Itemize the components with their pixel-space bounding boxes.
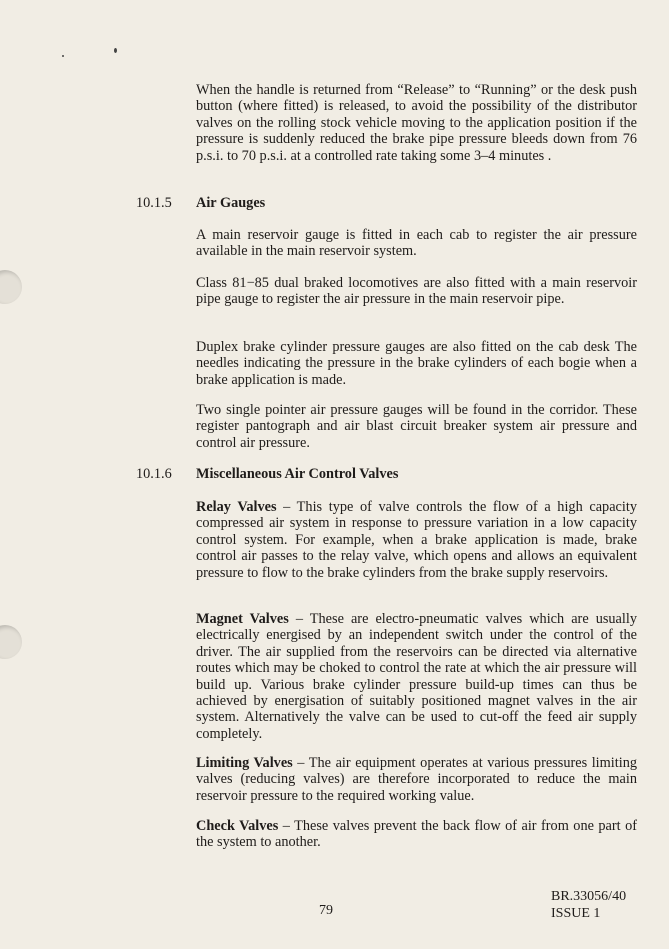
reference-code: BR.33056/40 [551,889,627,904]
section-title: Miscellaneous Air Control Valves [196,466,399,482]
valve-term: Check Valves [196,818,279,834]
check-valves-paragraph [196,818,637,851]
document-reference [551,888,626,922]
binder-hole-top [0,270,22,304]
limiting-valves-paragraph [196,755,637,804]
page-number: 79 [319,903,333,918]
valve-description: – These are electro-pneumatic valves which are usually electrically energised by an independent switch under the control of the driver. The air supplied from the reservoirs can be directed via alternative routes which may be choked to control the rate at which the air pressure will build up. Various brake cylinder pressure build-up times can thus be achieved by energisation of suitably positioned magnet valves in the air system. Alternatively the valve can be used to cut-off the feed air supply completely. [196,611,637,742]
magnet-valves-paragraph [196,611,637,742]
duplex-paragraph: Duplex brake cylinder pressure gauges are also fitted on the cab desk The needles indicating the pressure in the brake cylinders of each bogie when a brake application is made. [196,339,637,388]
issue-label: ISSUE 1 [551,906,601,921]
section-number: 10.1.6 [136,466,172,482]
valve-description: – This type of valve controls the flow of a high capacity compressed air system in response to pressure variation in a low capacity control system. For example, when a brake application is made, brake control air passes to the relay valve, which opens and allows an equivalent pressure to flow to the brake cylinders from the brake supply reservoirs. [196,499,637,581]
section-title: Air Gauges [196,195,266,211]
valve-term: Magnet Valves [196,611,289,627]
valve-term: Limiting Valves [196,755,293,771]
main-reservoir-paragraph: A main reservoir gauge is fitted in each cab to register the air pressure available in the main reservoir system. [196,227,637,260]
relay-valves-paragraph [196,499,637,581]
page-speck [62,55,64,57]
section-number: 10.1.5 [136,195,172,211]
valve-term: Relay Valves [196,499,277,515]
class-81-85-paragraph: Class 81−85 dual braked locomotives are also fitted with a main reservoir pipe gauge to register the air pressure in the main reservoir pipe. [196,275,637,308]
single-pointer-paragraph: Two single pointer air pressure gauges will be found in the corridor. These register pantograph and air blast circuit breaker system air pressure and control air pressure. [196,402,637,451]
valve-description: – The air equipment operates at various pressures limiting valves (reducing valves) are therefore incorporated to reduce the main reservoir pressure to the required working value. [196,755,637,804]
release-paragraph: When the handle is returned from “Release” to “Running” or the desk push button (where fitted) is released, to avoid the possibility of the distributor valves on the rolling stock vehicle moving to the application position if the pressure is suddenly reduced the brake pipe pressure bleeds down from 76 p.s.i. to 70 p.s.i. at a controlled rate taking some 3–4 minutes . [196,82,637,164]
page-speck [114,48,117,53]
binder-hole-bottom [0,625,22,659]
valve-description: – These valves prevent the back flow of air from one part of the system to another. [196,818,637,851]
